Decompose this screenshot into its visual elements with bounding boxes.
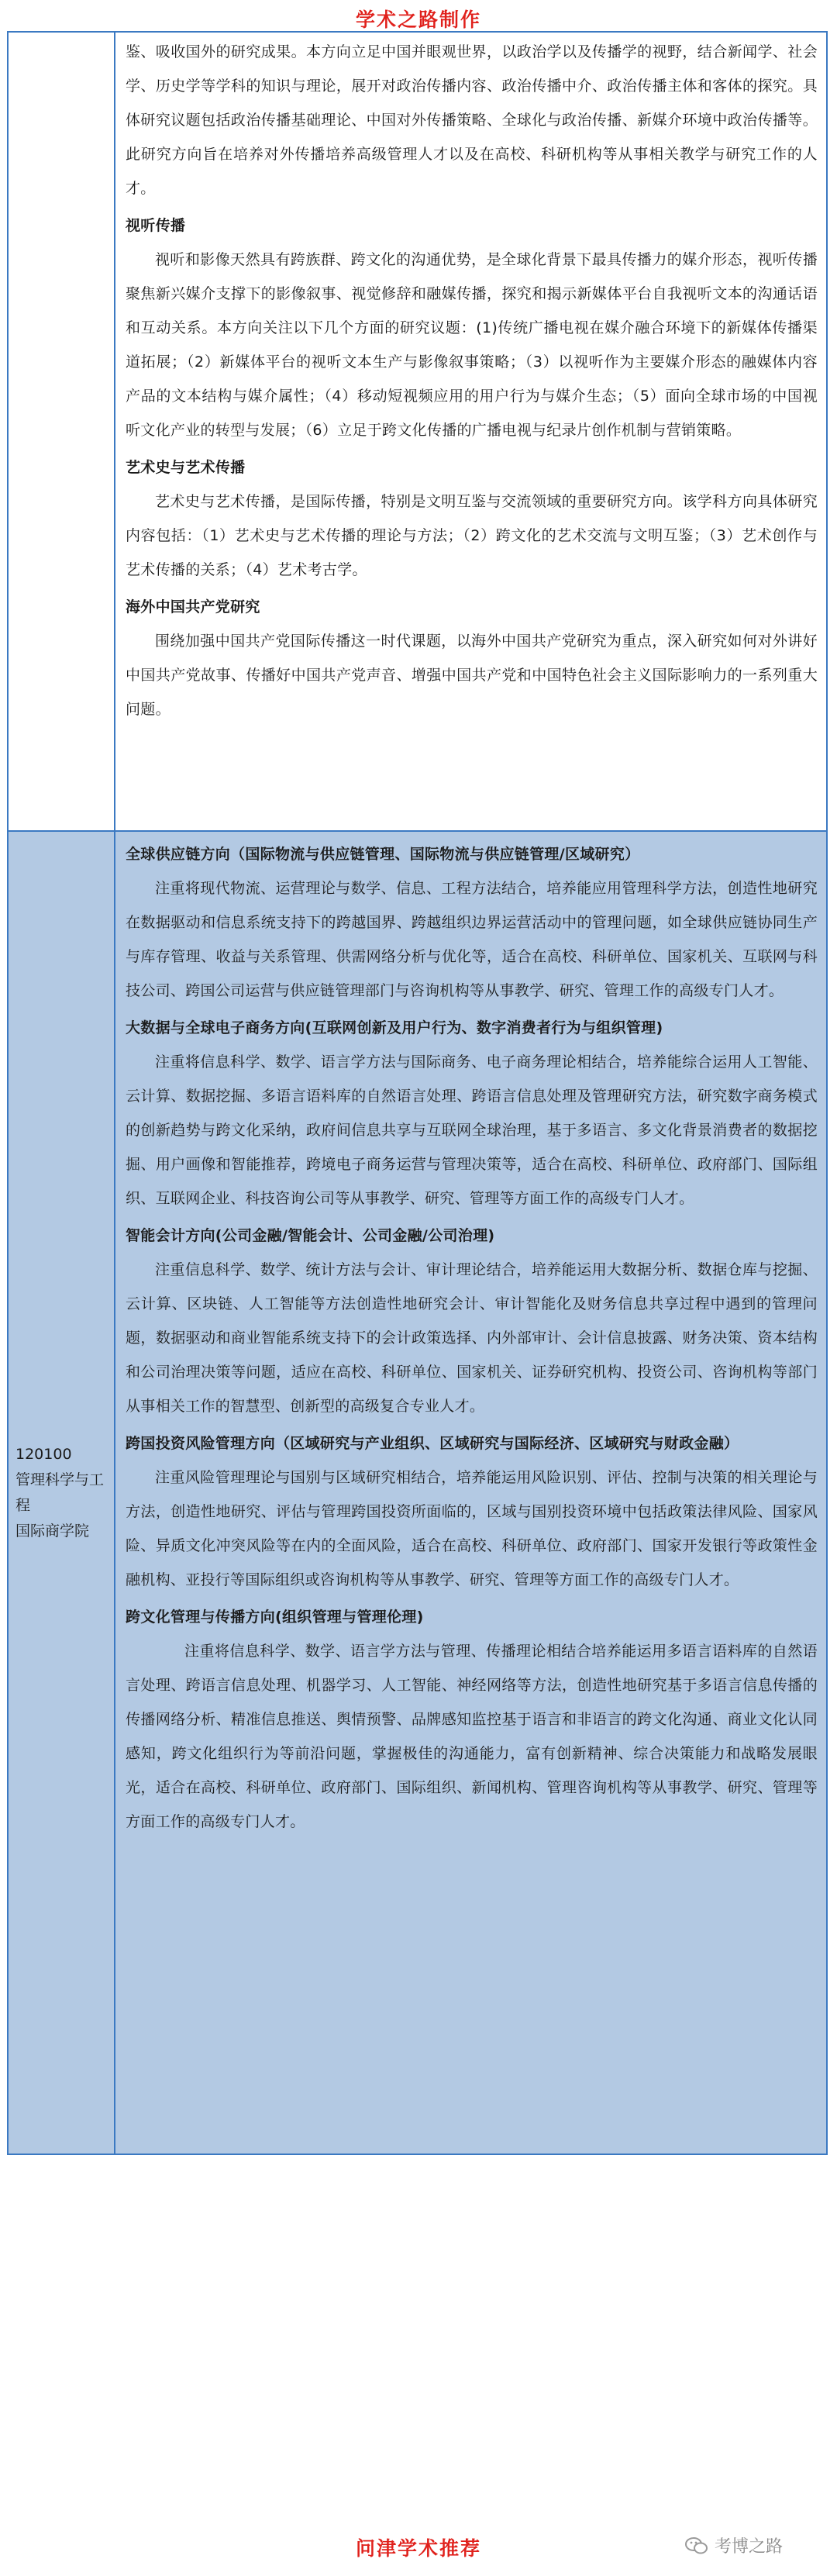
- page-title: 学术之路制作: [355, 9, 481, 31]
- program-table: [7, 31, 828, 2155]
- section-paragraph: 注重信息科学、数学、统计方法与会计、审计理论结合，培养能运用大数据分析、数据仓库与挖掘、云计算、区块链、人工智能等方法创造性地研究会计、审计智能化及财务信息共享过程中遇到的管理问题，数据驱动和商业智能系统支持下的会计政策选择、内外部审计、会计信息披露、财务决策、资本结构和公司治理决策等问题，适应在高校、科研单位、国家机关、证券研究机构、投资公司、咨询机构等部门从事相关工作的智慧型、创新型的高级复合专业人才。: [126, 1261, 818, 1415]
- section-heading: 智能会计方向(公司金融/智能会计、公司金融/公司治理): [126, 1227, 495, 1244]
- major-code: 120100: [16, 1445, 72, 1463]
- section-heading: 大数据与全球电子商务方向(互联网创新及用户行为、数字消费者行为与组织管理): [126, 1019, 663, 1036]
- section-paragraph: 围绕加强中国共产党国际传播这一时代课题，以海外中国共产党研究为重点，深入研究如何对外讲好中国共产党故事、传播好中国共产党声音、增强中国共产党和中国特色社会主义国际影响力的一系列重大问题。: [126, 633, 818, 718]
- school-name: 国际商学院: [16, 1522, 90, 1540]
- table-row: [8, 831, 827, 2154]
- watermark: [685, 2533, 783, 2557]
- section-paragraph: 鉴、吸收国外的研究成果。本方向立足中国并眼观世界，以政治学以及传播学的视野，结合新闻学、社会学、历史学等学科的知识与理论，展开对政治传播内容、政治传播中介、政治传播主体和客体的探究。具体研究议题包括政治传播基础理论、中国对外传播策略、全球化与政治传播、新媒介环境中政治传播等。此研究方向旨在培养对外传播培养高级管理人才以及在高校、科研机构等从事相关教学与研究工作的人才。: [126, 43, 818, 197]
- section-paragraph: 视听和影像天然具有跨族群、跨文化的沟通优势，是全球化背景下最具传播力的媒介形态，视听传播聚焦新兴媒介支撑下的影像叙事、视觉修辞和融媒传播，探究和揭示新媒体平台自我视听文本的沟通话语和互动关系。本方向关注以下几个方面的研究议题：(1)传统广播电视在媒介融合环境下的新媒体传播渠道拓展；（2）新媒体平台的视听文本生产与影像叙事策略；（3）以视听作为主要媒介形态的融媒体内容产品的文本结构与媒介属性；（4）移动短视频应用的用户行为与媒介生态；（5）面向全球市场的中国视听文化产业的转型与发展；（6）立足于跨文化传播的广播电视与纪录片创作机制与营销策略。: [126, 251, 818, 439]
- major-name: 管理科学与工程: [16, 1471, 105, 1514]
- section-paragraph: 注重将现代物流、运营理论与数学、信息、工程方法结合，培养能应用管理科学方法，创造性地研究在数据驱动和信息系统支持下的跨越国界、跨越组织边界运营活动中的管理问题，如全球供应链协同生产与库存管理、收益与关系管理、供需网络分析与优化等，适合在高校、科研单位、国家机关、互联网与科技公司、跨国公司运营与供应链管理部门与咨询机构等从事教学、研究、管理工作的高级专门人才。: [126, 880, 818, 999]
- table-row: [8, 32, 827, 831]
- direction-cell: [115, 831, 827, 2154]
- major-cell: [8, 831, 115, 2154]
- major-info: [9, 1442, 113, 1544]
- section-paragraph: 注重将信息科学、数学、语言学方法与国际商务、电子商务理论相结合，培养能综合运用人工智能、云计算、数据挖掘、多语言语料库的自然语言处理、跨语言信息处理及管理研究方法，研究数字商务模式的创新趋势与跨文化采纳，政府间信息共享与互联网全球治理，基于多语言、多文化背景消费者的数据挖掘、用户画像和智能推荐，跨境电子商务运营与管理决策等，适合在高校、科研单位、政府部门、国际组织、互联网企业、科技咨询公司等从事教学、研究、管理等方面工作的高级专门人才。: [126, 1054, 818, 1207]
- major-cell: [8, 32, 115, 831]
- section-heading: 海外中国共产党研究: [126, 598, 260, 616]
- section-heading: 跨文化管理与传播方向(组织管理与管理伦理): [126, 1609, 424, 1626]
- direction-cell: [115, 32, 827, 831]
- direction-content: [116, 833, 825, 1839]
- direction-content: [116, 33, 825, 726]
- section-heading: 艺术史与艺术传播: [126, 459, 246, 476]
- section-heading: 全球供应链方向（国际物流与供应链管理、国际物流与供应链管理/区域研究）: [126, 846, 640, 863]
- section-paragraph: 艺术史与艺术传播，是国际传播，特别是文明互鉴与交流领域的重要研究方向。该学科方向具体研究内容包括：（1）艺术史与艺术传播的理论与方法；（2）跨文化的艺术交流与文明互鉴；（3）艺术创作与艺术传播的关系；（4）艺术考古学。: [126, 493, 818, 578]
- section-heading: 跨国投资风险管理方向（区域研究与产业组织、区域研究与国际经济、区域研究与财政金融）: [126, 1435, 739, 1452]
- watermark-text: 考博之路: [715, 2537, 784, 2557]
- section-paragraph: 注重将信息科学、数学、语言学方法与管理、传播理论相结合培养能运用多语言语料库的自然语言处理、跨语言信息处理、机器学习、人工智能、神经网络等方法，创造性地研究基于多语言信息传播的传播网络分析、精准信息推送、舆情预警、品牌感知监控基于语言和非语言的跨文化沟通、商业文化认同感知，跨文化组织行为等前沿问题，掌握极佳的沟通能力，富有创新精神、综合决策能力和战略发展眼光，适合在高校、科研单位、政府部门、国际组织、新闻机构、管理咨询机构等从事教学、研究、管理等方面工作的高级专门人才。: [126, 1643, 818, 1830]
- wechat-icon: [685, 2536, 708, 2555]
- footer-title: 问津学术推荐: [355, 2537, 481, 2560]
- section-paragraph: 注重风险管理理论与国别与区域研究相结合，培养能运用风险识别、评估、控制与决策的相关理论与方法，创造性地研究、评估与管理跨国投资所面临的，区域与国别投资环境中包括政策法律风险、国家风险、异质文化冲突风险等在内的全面风险，适合在高校、科研单位、政府部门、国家开发银行等政策性金融机构、亚投行等国际组织或咨询机构等从事教学、研究、管理等方面工作的高级专门人才。: [126, 1469, 818, 1588]
- section-heading: 视听传播: [126, 217, 186, 234]
